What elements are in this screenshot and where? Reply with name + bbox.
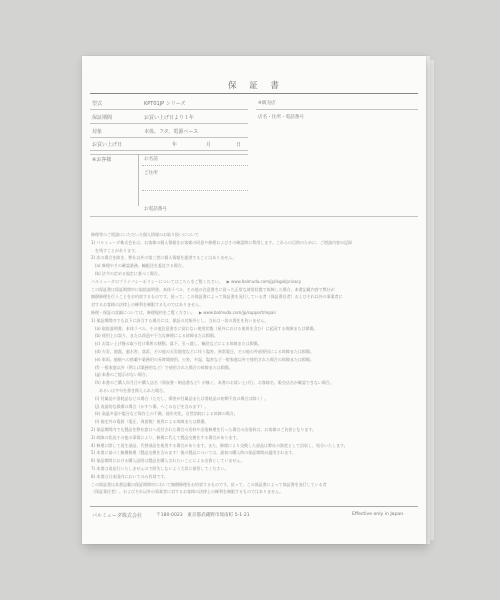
terms-line: (b) 法令の定める規定に基づく場合。 bbox=[91, 271, 162, 276]
customer-box-divider bbox=[138, 154, 139, 206]
purchase-rule bbox=[90, 150, 248, 151]
terms-line: この保証書は保証期間中に取扱説明書、本体ラベル、その他の注意書きに従った正常な使用状態で故障した場合、本書記載内容で弊社が bbox=[91, 286, 335, 292]
model-value: KPT01JP シリーズ bbox=[144, 101, 186, 107]
terms-line: (g) 本書のご提示がない場合。 bbox=[91, 372, 150, 378]
terms-line: (a) 取扱説明書、本体ラベル、その他注意書きに従わない使用状態（屋外における使用を含む）に起因する故障または損傷。 bbox=[91, 325, 318, 331]
title-rule bbox=[90, 93, 418, 94]
terms-line: 修理等のご相談にいただいた個人情報のお取り扱いについて bbox=[91, 232, 199, 237]
terms-line: 対するお客様の法律上の権利を制限するものではありません。 bbox=[91, 302, 204, 308]
terms-line: (j) 表面的な損傷の場合（かすり傷、へこみなどを含みます）。 bbox=[91, 403, 209, 409]
terms-line: 5) 本書に基づく無償修理（製品交換を含みます）後の製品については、最初の購入時の保証期間が適用されます。 bbox=[91, 450, 296, 456]
terms-line: (k) 高温多湿や塩分など保存上の不備、経年劣化、自然消耗による故障の場合。 bbox=[91, 411, 238, 417]
customer-label: ※お客様 bbox=[92, 157, 112, 163]
address-rule bbox=[142, 190, 248, 191]
period-rule bbox=[90, 123, 248, 124]
dealer-rule bbox=[256, 109, 418, 110]
footer-rule bbox=[90, 506, 418, 507]
dealer-info: 店名・住所・電話番号 bbox=[258, 115, 304, 120]
address-label: ご住所 bbox=[144, 171, 158, 176]
terms-line: バルミューダのプライバシーポリシーについてはこちらをご覧ください。 ▶ www.balmuda.com/jp/legal/privacy bbox=[91, 278, 302, 284]
model-rule bbox=[90, 109, 248, 110]
company-name: バルミューダ株式会社 bbox=[92, 513, 142, 519]
customer-box-bottom bbox=[90, 216, 418, 217]
terms-line: (l) 指定外の電源（電圧、周波数）使用による故障または損傷。 bbox=[91, 419, 209, 425]
terms-line: 2) 次の場合を除き、弊社以外の第三者に個人情報を提供することはありません。 bbox=[91, 255, 237, 261]
terms-line: 8) 本書は日本国内においてのみ有効です。 bbox=[91, 473, 169, 479]
terms-line: 7) 本書は再発行いたしませんので紛失しないよう大切に保管してください。 bbox=[91, 466, 229, 471]
name-rule bbox=[142, 165, 248, 166]
terms-line: (c) お買い上げ後の取り付け場所の移動、落下、引っ越し、輸送などによる故障または損傷。 bbox=[91, 341, 262, 347]
target-rule bbox=[90, 137, 248, 138]
terms-line: あるいは字句を書き換えられた場合。 bbox=[91, 388, 167, 393]
terms-line: (h) 本書のご購入年月日や購入店名（領収書・納品書など）が無く、本書のお買い上げ日、お客様名、販売店名が確認できない場合。 bbox=[91, 380, 334, 386]
terms-line: (f) 一般家庭以外（例えば業務用など）で使用された場合の故障または損傷。 bbox=[91, 364, 233, 370]
terms-line: （保証責任者）、およびそれ以外の事業者に対するお客様の法律上の権利を制限するものではありません。 bbox=[91, 489, 284, 495]
page-edge-back bbox=[430, 60, 434, 540]
purchase-month: 月 bbox=[206, 142, 212, 148]
terms-line: (d) 火災、地震、風水害、落雷、その他の天災地変などに伴う塩害、異常電圧、その他の外部要因による故障または損傷。 bbox=[91, 349, 314, 354]
terms-line: (a) 修理やその確認業務、輸配送を委託する場合。 bbox=[91, 263, 186, 269]
terms-line: (e) 車両、船舶への搭載や業務用の長時間使用、公害、多湿、塩害など一般家庭以外で使用された場合の故障または損傷。 bbox=[91, 356, 314, 362]
terms-line: 3) 故障の状況その他の事情により、修理に代えて製品交換をする場合があります。 bbox=[91, 434, 241, 440]
period-label: 保証期間 bbox=[92, 115, 113, 121]
target-value: 本体、フタ、電源ベース bbox=[144, 129, 199, 135]
card-title: 保 証 書 bbox=[228, 81, 284, 91]
terms-line: 1) バルミューダ株式会社は、お客様の個人情報をお客様の同意や修理およびその確認時に利用します。これらの目的のために、ご相談内容の記録 bbox=[91, 239, 352, 245]
terms-line: を残すことがあります。 bbox=[91, 247, 139, 253]
terms-line: (b) 使用上の誤り、または改造や不当な修理による故障または損傷。 bbox=[91, 333, 218, 339]
model-label: 型式 bbox=[92, 101, 103, 107]
terms-line: 無償修理を行うことをお約束するものです。従って、この保証書によって保証書を発行している者（保証責任者）およびそれ以外の事業者に bbox=[91, 294, 343, 300]
customer-box-top bbox=[90, 154, 248, 155]
period-value: お買い上げ日より１年 bbox=[144, 115, 195, 121]
validity-note: Effective only in Japan. bbox=[352, 512, 405, 517]
name-label: お名前 bbox=[144, 157, 158, 162]
purchase-day: 日 bbox=[236, 142, 242, 148]
terms-line: 1) 保証期間内でも以下に該当する場合には、保証の対象外とし、当社は一切の責任を負いません。 bbox=[91, 317, 269, 323]
terms-line: 修理・保証の詳細については、修理規約をご覧ください。 ▶ www.balmuda.com/jp/support/repair bbox=[91, 310, 277, 315]
purchase-year: 年 bbox=[172, 142, 178, 148]
terms-line: 4) 修理に際して再生部品、代替部品を使用する場合があります。また、修理により交換した部品は弊社の資産として回収し、処分いたします。 bbox=[91, 442, 348, 448]
terms-line: 6) 保証期間における購入証明は製品を購入されたいことによる出資としていません。 bbox=[91, 458, 245, 464]
target-label: 対象 bbox=[92, 129, 103, 135]
warranty-card bbox=[82, 56, 426, 544]
terms-line: (i) 付属品や消耗品などの場合（ただし、損害が付属品または消耗品の初期不良の場合は除く）。 bbox=[91, 395, 269, 401]
purchase-date-label: お買い上げ日 bbox=[92, 142, 123, 148]
terms-line: 2) 保証期間内でも製品を弊社窓口へ送付された場合の送料や出張修理を行った場合の出張料は、お客様のご負担となります。 bbox=[91, 427, 317, 432]
phone-label: お電話番号 bbox=[144, 207, 167, 212]
terms-line: この保証書は本書記載の保証期間中において無償修理をお約束するものです。従って、この保証書によって保証書を発行している者 bbox=[91, 481, 327, 487]
company-address: 〒180-0023 東京都武蔵野市境南町 5-1-21 bbox=[156, 513, 250, 518]
dealer-label: ※販売店 bbox=[258, 101, 276, 106]
